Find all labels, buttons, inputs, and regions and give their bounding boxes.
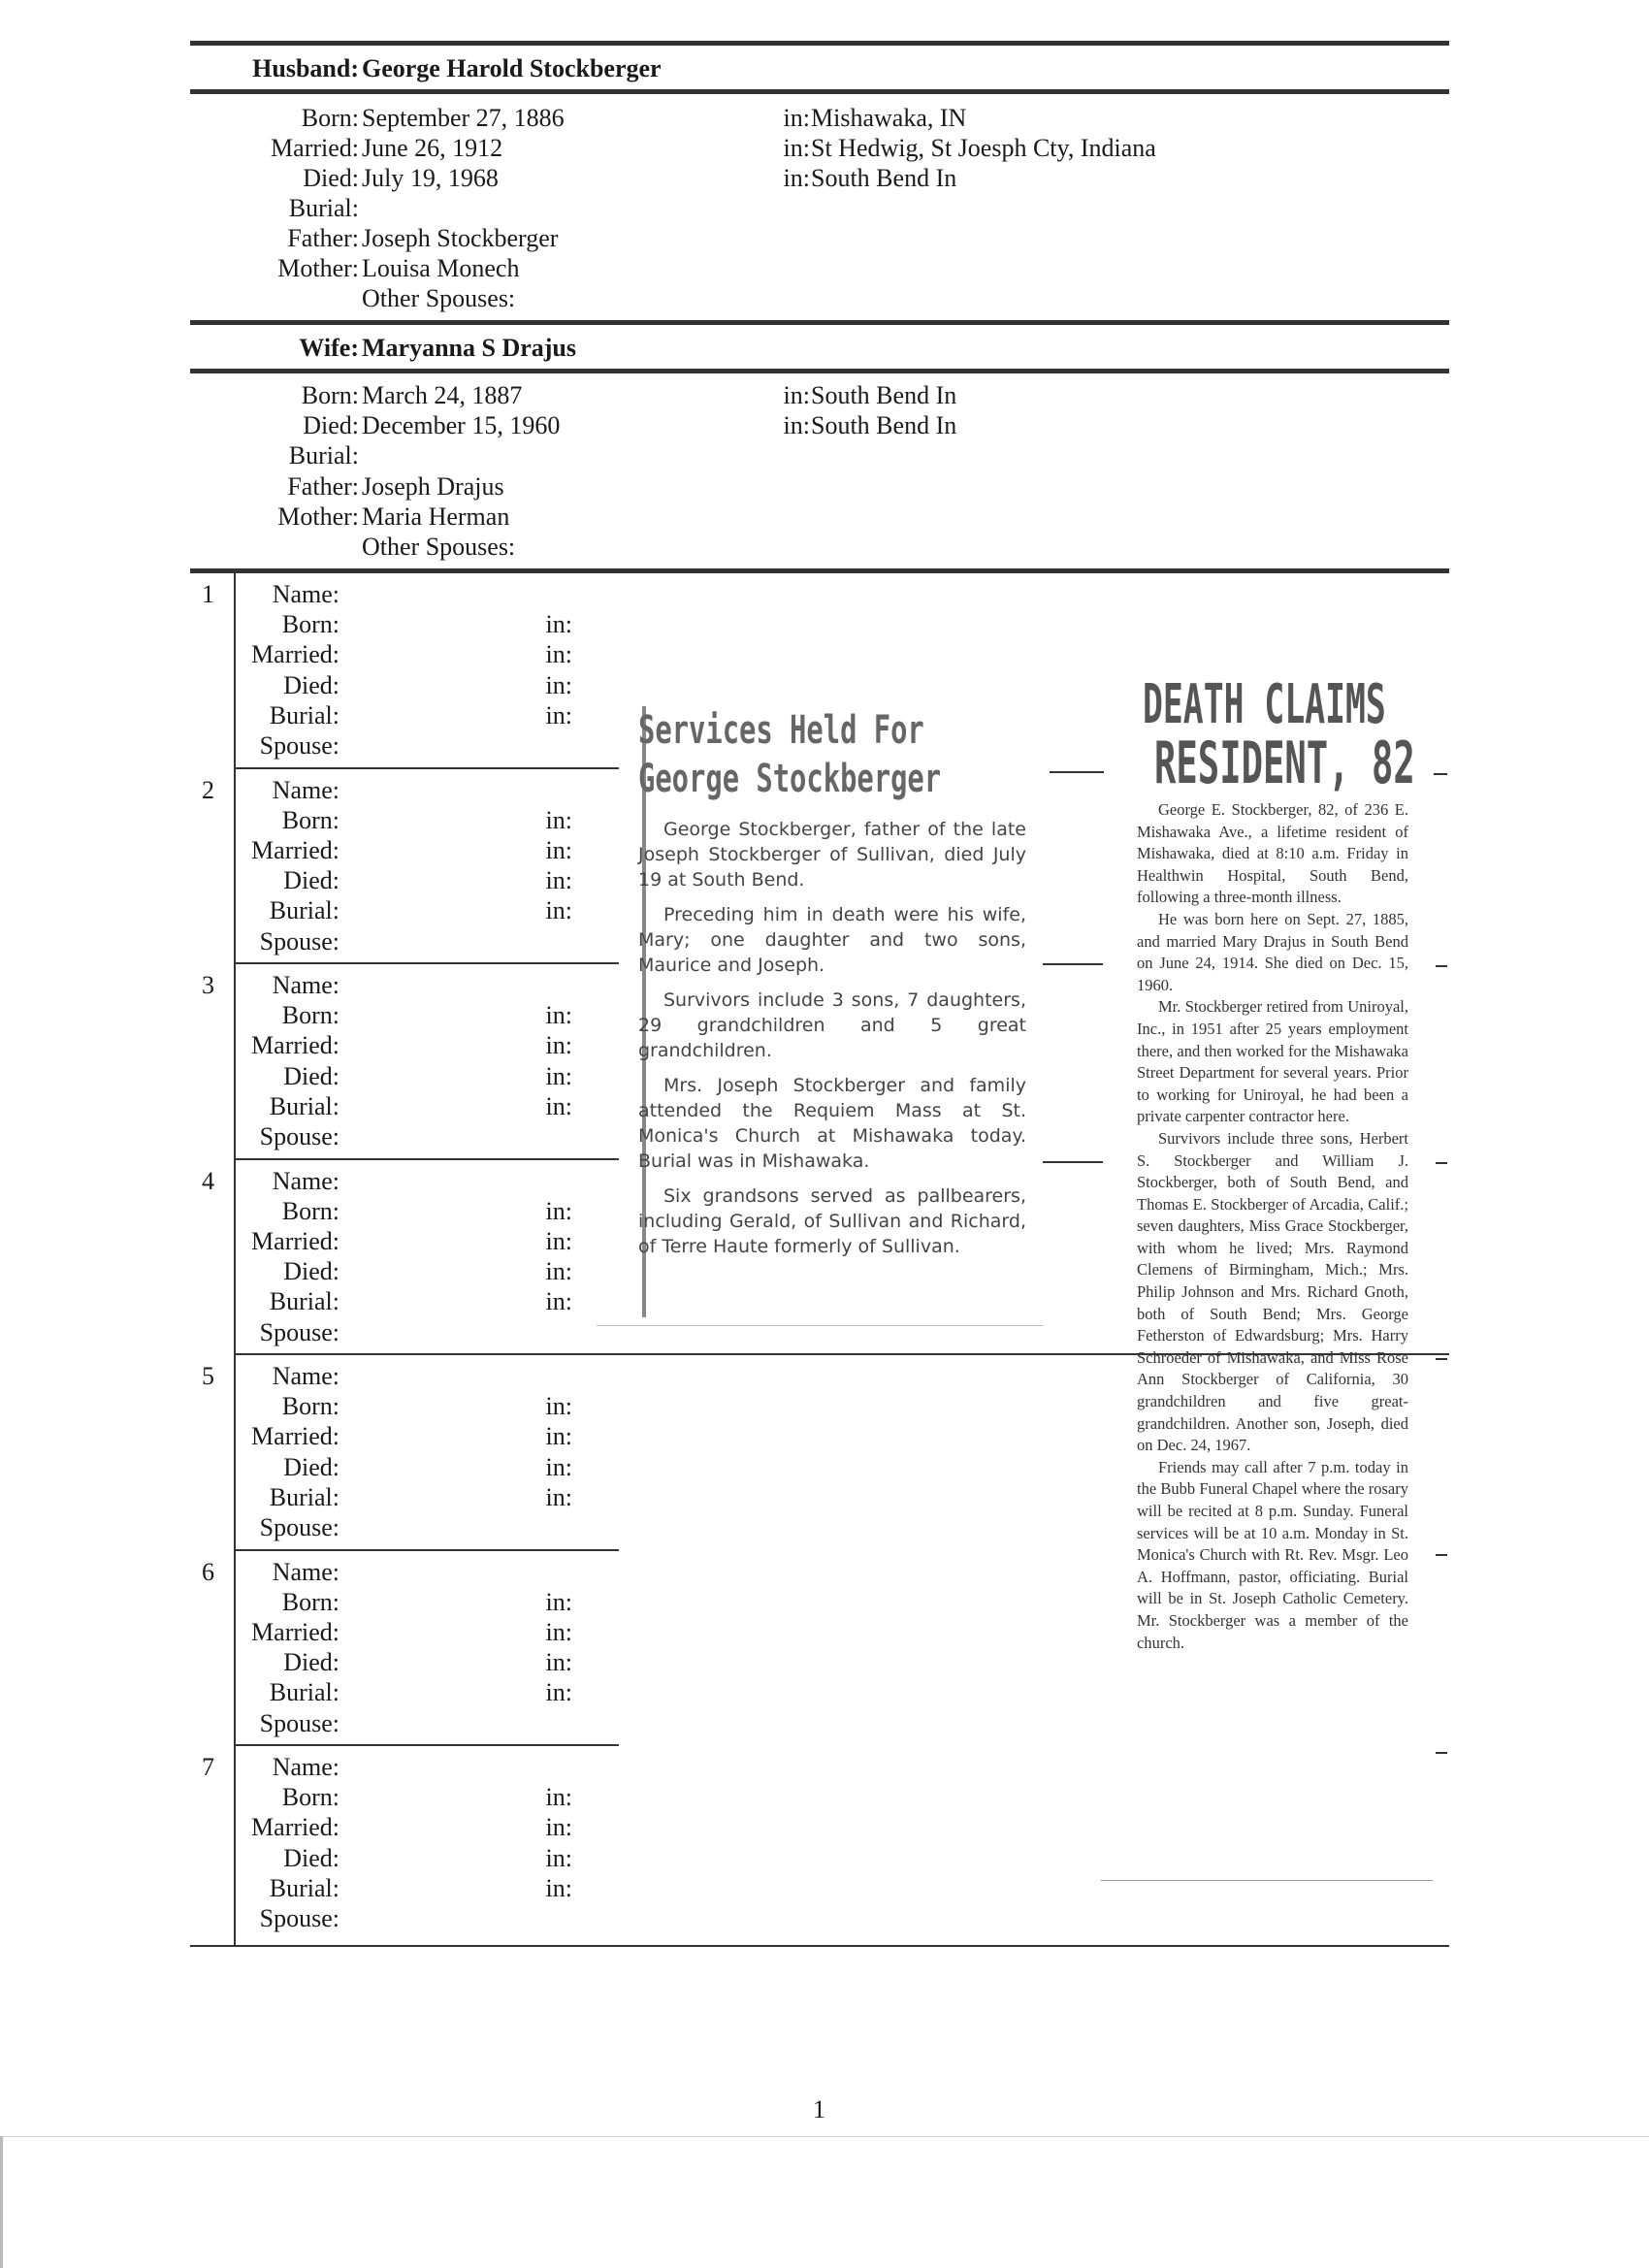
- in-label: in:: [545, 835, 572, 864]
- in-label: in:: [545, 1678, 572, 1707]
- top-rule: [190, 41, 1449, 46]
- born-label: Born:: [281, 610, 340, 639]
- clipping1-paragraph: Six grandsons served as pallbearers, including Gerald, of Sullivan and Richard, of Terre Haute formerly of Sullivan.: [638, 1185, 1026, 1257]
- in-label: in:: [545, 1587, 572, 1616]
- name-label: Name:: [272, 1557, 340, 1586]
- born-label: Born:: [281, 1392, 340, 1421]
- margin-tick: [1436, 1752, 1447, 1754]
- clipping-services-held: [638, 706, 1026, 1269]
- in-label: in:: [545, 866, 572, 895]
- clipping2-paragraph: George E. Stockberger, 82, of 236 E. Mishawaka Ave., a lifetime resident of Mishawaka, died at 8:10 a.m. Friday in Healthwin Hospital, South Bend, following a three-month illness.: [1137, 800, 1408, 907]
- in-label: in:: [545, 1843, 572, 1872]
- in-label: in:: [783, 381, 810, 409]
- husband-heading-label: Husband:: [252, 54, 359, 82]
- in-label: in:: [545, 1873, 572, 1902]
- in-label: in:: [545, 1617, 572, 1646]
- died-label: Died:: [283, 1452, 340, 1481]
- margin-tick: [1043, 1161, 1103, 1163]
- died-label: Died:: [283, 1257, 340, 1286]
- in-label: in:: [783, 104, 810, 132]
- in-label: in:: [545, 1813, 572, 1842]
- clipping1-paragraph: George Stockberger, father of the late Joseph Stockberger of Sullivan, died July 19 at South Bend.: [638, 819, 1026, 891]
- mother-label: Mother:: [277, 502, 359, 531]
- in-label: in:: [545, 805, 572, 834]
- clipping-death-claims: [1137, 673, 1415, 1654]
- in-label: in:: [545, 1001, 572, 1030]
- child-number: 6: [202, 1557, 214, 1586]
- married-label: Married:: [251, 1813, 340, 1842]
- burial-label: Burial:: [269, 896, 340, 925]
- wife-rule: [190, 369, 1449, 373]
- burial-label: Burial:: [288, 441, 359, 470]
- spouse-label: Spouse:: [259, 926, 340, 956]
- name-label: Name:: [272, 580, 340, 608]
- in-label: in:: [545, 1482, 572, 1511]
- husband-died-place: South Bend In: [811, 164, 957, 192]
- wife-father: Joseph Drajus: [362, 472, 504, 501]
- died-label: Died:: [283, 1061, 340, 1090]
- scan-edge: [0, 2136, 1649, 2137]
- clipping1-paragraph: Preceding him in death were his wife, Mary; one daughter and two sons, Maurice and Joseph.: [638, 904, 1026, 976]
- husband-born: September 27, 1886: [362, 104, 565, 132]
- wife-top-rule: [190, 320, 1449, 325]
- spouse-label: Spouse:: [259, 1317, 340, 1346]
- husband-married: June 26, 1912: [362, 134, 503, 162]
- scan-edge: [0, 2136, 3, 2268]
- in-label: in:: [783, 411, 810, 439]
- name-label: Name:: [272, 1362, 340, 1390]
- clipping1-paragraph: Survivors include 3 sons, 7 daughters, 29 grandchildren and 5 great grandchildren.: [638, 989, 1026, 1061]
- clipping1-headline-line1: Services Held For: [638, 708, 924, 753]
- husband-married-place: St Hedwig, St Joesph Cty, Indiana: [811, 134, 1156, 162]
- in-label: in:: [783, 164, 810, 192]
- clipping2-paragraph: Friends may call after 7 p.m. today in the Bubb Funeral Chapel where the rosary will be recited at 8 p.m. Sunday. Funeral services will be at 10 a.m. Monday in St. Monica's Church with Rt. Rev. Msgr. Leo A. Hoffmann, pastor, officiating. Burial will be in St. Joseph Catholic Cemetery. Mr. Stockberger was a member of the church.: [1137, 1457, 1408, 1652]
- died-label: Died:: [283, 1843, 340, 1872]
- spouse-label: Spouse:: [259, 1708, 340, 1737]
- husband-rule: [190, 89, 1449, 94]
- child-number: 3: [202, 971, 214, 999]
- born-label: Born:: [281, 1001, 340, 1030]
- clipping1-body: [638, 817, 1026, 1259]
- married-label: Married:: [251, 1031, 340, 1060]
- child-number: 5: [202, 1362, 214, 1390]
- wife-born: March 24, 1887: [362, 381, 523, 409]
- born-label: Born:: [281, 1587, 340, 1616]
- child-separator: [234, 767, 619, 769]
- in-label: in:: [545, 640, 572, 669]
- in-label: in:: [545, 610, 572, 639]
- married-label: Married:: [251, 1422, 340, 1451]
- margin-tick: [1436, 965, 1447, 967]
- name-label: Name:: [272, 1753, 340, 1781]
- child-separator: [234, 1744, 619, 1746]
- in-label: in:: [545, 1257, 572, 1286]
- wife-mother: Maria Herman: [362, 502, 510, 531]
- child-number: 1: [202, 580, 214, 608]
- page-number: 1: [813, 2095, 825, 2123]
- married-label: Married:: [251, 640, 340, 669]
- name-label: Name:: [272, 971, 340, 999]
- in-label: in:: [545, 1452, 572, 1481]
- clipping2-headline-line1: DEATH CLAIMS: [1143, 673, 1386, 736]
- born-label: Born:: [281, 1783, 340, 1812]
- clipping2-paragraph: Survivors include three sons, Herbert S. Stockberger and William J. Stockberger, both of South Bend, and Thomas E. Stockberger of Arcadia, Calif.; seven daughters, Miss Grace Stockberger, with whom he lived; Mrs. Raymond Clemens of Birmingham, Mich.; Mrs. Philip Johnson and Mrs. Richard Gnoth, both of South Bend; Mrs. George Fetherston of Edwardsburg; Mrs. Harry Schroeder of Mishawaka, and Miss Rose Ann Stockberger of California, 30 grandchildren and five great-grandchildren. Another son, Joseph, died on Dec. 24, 1967.: [1137, 1128, 1408, 1455]
- child-separator: [234, 1158, 619, 1160]
- spouse-label: Spouse:: [259, 1513, 340, 1541]
- clipping2-body: [1137, 799, 1408, 1654]
- margin-tick: [1436, 1358, 1447, 1360]
- wife-heading-label: Wife:: [299, 334, 359, 362]
- in-label: in:: [783, 134, 810, 162]
- clipping1-paragraph: Mrs. Joseph Stockberger and family attended the Requiem Mass at St. Monica's Church at Mishawaka today. Burial was in Mishawaka.: [638, 1075, 1026, 1172]
- margin-tick: [1050, 771, 1104, 773]
- margin-tick: [1434, 773, 1447, 775]
- in-label: in:: [545, 1226, 572, 1255]
- name-label: Name:: [272, 1166, 340, 1195]
- wife-name: Maryanna S Drajus: [362, 334, 577, 362]
- margin-tick: [1436, 1554, 1447, 1556]
- burial-label: Burial:: [288, 194, 359, 222]
- husband-died: July 19, 1968: [362, 164, 499, 192]
- children-bottom-rule: [190, 1945, 1449, 1947]
- husband-born-place: Mishawaka, IN: [811, 104, 967, 132]
- died-label: Died:: [303, 411, 359, 439]
- in-label: in:: [545, 700, 572, 729]
- clipping1-bottom-edge: [597, 1325, 1043, 1326]
- child-separator: [234, 962, 619, 964]
- spouse-label: Spouse:: [259, 1122, 340, 1150]
- husband-mother: Louisa Monech: [362, 254, 520, 282]
- husband-name: George Harold Stockberger: [362, 54, 662, 82]
- in-label: in:: [545, 1648, 572, 1677]
- clipping2-headline-line2: RESIDENT, 82: [1154, 729, 1415, 797]
- born-label: Born:: [301, 104, 359, 132]
- in-label: in:: [545, 1061, 572, 1090]
- burial-label: Burial:: [269, 1482, 340, 1511]
- children-top-rule: [190, 568, 1449, 573]
- in-label: in:: [545, 1091, 572, 1120]
- clipping2-paragraph: He was born here on Sept. 27, 1885, and married Mary Drajus in South Bend on June 24, 1914. She died on Dec. 15, 1960.: [1137, 909, 1408, 994]
- wife-died: December 15, 1960: [362, 411, 561, 439]
- in-label: in:: [545, 1287, 572, 1316]
- married-label: Married:: [251, 1226, 340, 1255]
- other-spouses-label: Other Spouses:: [362, 533, 516, 561]
- spouse-label: Spouse:: [259, 731, 340, 760]
- burial-label: Burial:: [269, 1287, 340, 1316]
- died-label: Died:: [283, 866, 340, 895]
- name-label: Name:: [272, 775, 340, 804]
- spouse-label: Spouse:: [259, 1904, 340, 1932]
- clipping2-paragraph: Mr. Stockberger retired from Uniroyal, Inc., in 1951 after 25 years employment there, and then worked for the Mishawaka Street Department for several years. Prior to working for Uniroyal, he had been a private carpenter contractor here.: [1137, 997, 1408, 1126]
- father-label: Father:: [287, 224, 359, 252]
- died-label: Died:: [283, 1648, 340, 1677]
- mother-label: Mother:: [277, 254, 359, 282]
- child-number: 2: [202, 775, 214, 804]
- burial-label: Burial:: [269, 1873, 340, 1902]
- in-label: in:: [545, 1392, 572, 1421]
- in-label: in:: [545, 1196, 572, 1225]
- clipping2-bottom-edge: [1101, 1880, 1433, 1881]
- married-label: Married:: [251, 835, 340, 864]
- in-label: in:: [545, 1031, 572, 1060]
- child-number: 4: [202, 1166, 214, 1195]
- margin-tick: [1436, 1162, 1447, 1164]
- wife-born-place: South Bend In: [811, 381, 957, 409]
- clipping1-headline-line2: George Stockberger: [638, 757, 942, 801]
- died-label: Died:: [283, 670, 340, 699]
- other-spouses-label: Other Spouses:: [362, 284, 516, 312]
- child-separator: [234, 1549, 619, 1551]
- born-label: Born:: [281, 1196, 340, 1225]
- in-label: in:: [545, 896, 572, 925]
- father-label: Father:: [287, 472, 359, 501]
- married-label: Married:: [251, 1617, 340, 1646]
- born-label: Born:: [301, 381, 359, 409]
- burial-label: Burial:: [269, 1678, 340, 1707]
- burial-label: Burial:: [269, 1091, 340, 1120]
- husband-father: Joseph Stockberger: [362, 224, 559, 252]
- died-label: Died:: [303, 164, 359, 192]
- wife-died-place: South Bend In: [811, 411, 957, 439]
- child-number: 7: [202, 1753, 214, 1781]
- margin-tick: [1043, 963, 1103, 965]
- born-label: Born:: [281, 805, 340, 834]
- married-label: Married:: [271, 134, 359, 162]
- children-vertical-rule: [234, 570, 236, 1945]
- in-label: in:: [545, 1783, 572, 1812]
- burial-label: Burial:: [269, 700, 340, 729]
- in-label: in:: [545, 670, 572, 699]
- in-label: in:: [545, 1422, 572, 1451]
